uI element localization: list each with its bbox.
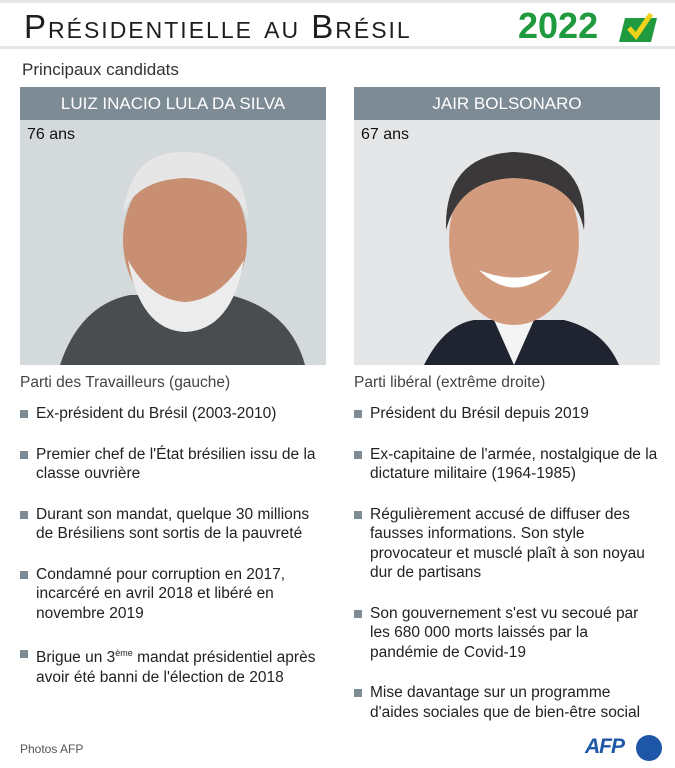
photo-credit: Photos AFP — [20, 742, 84, 756]
afp-logo: AFP — [585, 735, 624, 758]
year-label: 2022 — [518, 5, 599, 46]
header — [0, 3, 675, 49]
fact-item: Mise davantage sur un programme d'aides sociales que de bien-être social — [354, 683, 660, 722]
fact-item: Condamné pour corruption en 2017, incarcéré en avril 2018 et libéré en novembre 2019 — [20, 565, 326, 624]
page-title: Présidentielle au Brésil — [24, 8, 412, 45]
candidate-name: JAIR BOLSONARO — [354, 87, 660, 120]
fact-list — [354, 404, 660, 722]
candidate-party: Parti des Travailleurs (gauche) — [20, 374, 231, 391]
fact-item: Ex-président du Brésil (2003-2010) — [20, 404, 326, 424]
candidate-name: LUIZ INACIO LULA DA SILVA — [20, 87, 326, 120]
candidate-photo — [354, 120, 660, 365]
fact-item: Premier chef de l'État brésilien issu de la classe ouvrière — [20, 445, 326, 484]
candidate-age: 76 ans — [27, 126, 76, 143]
fact-item — [20, 644, 326, 687]
fact-item: Durant son mandat, quelque 30 millions de Brésiliens sont sortis de la pauvreté — [20, 505, 326, 544]
fact-item: Ex-capitaine de l'armée, nostalgique de la dictature militaire (1964-1985) — [354, 445, 660, 484]
fact-text: mandat présidentiel après avoir été banni de l'élection de 2018 — [36, 649, 316, 686]
candidate-party: Parti libéral (extrême droite) — [354, 374, 546, 391]
fact-item: Son gouvernement s'est vu secoué par les 680 000 morts laissés par la pandémie de Covid-19 — [354, 604, 660, 663]
candidate-lula — [20, 87, 326, 708]
candidate-photo — [20, 120, 326, 365]
fact-text: Brigue un 3 — [36, 649, 116, 667]
candidate-age: 67 ans — [361, 126, 410, 143]
section-subtitle: Principaux candidats — [22, 60, 179, 79]
fact-item: Régulièrement accusé de diffuser des fausses informations. Son style provocateur et musclé plaît à son noyau dur de partisans — [354, 505, 660, 583]
candidate-bolsonaro — [354, 87, 660, 743]
ballot-check-icon — [617, 12, 659, 44]
portrait-image — [354, 120, 660, 365]
portrait-image — [20, 120, 326, 365]
fact-list — [20, 404, 326, 687]
ordinal-suffix: ème — [115, 648, 133, 658]
afp-logo-dot-icon — [636, 735, 662, 761]
fact-item: Président du Brésil depuis 2019 — [354, 404, 660, 424]
